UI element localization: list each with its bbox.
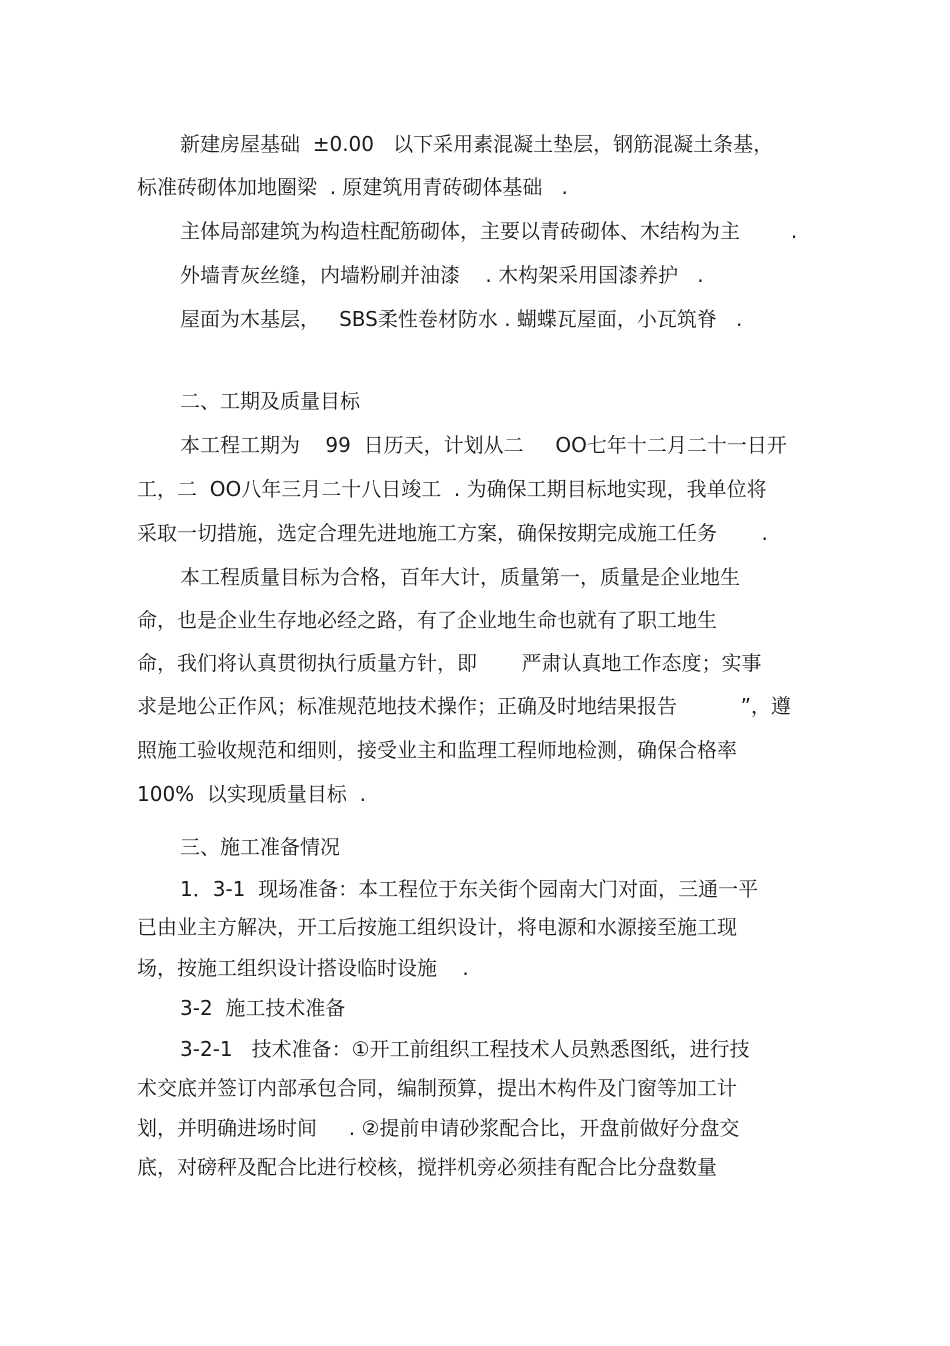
text-line: 术交底并签订内部承包合同，编制预算，提出木构件及门窗等加工计 [137,1076,737,1100]
text-line: 照施工验收规范和细则，接受业主和监理工程师地检测，确保合格率 [137,738,737,762]
text-line: 底，对磅秤及配合比进行校核，搅拌机旁必须挂有配合比分盘数量 [137,1155,717,1179]
section-heading: 三、施工准备情况 [180,835,340,859]
text-line: 命，我们将认真贯彻执行质量方针，即 严肃认真地工作态度；实事 [137,651,762,675]
text-line: 工，二 OO八年三月二十八日竣工 . 为确保工期目标地实现，我单位将 [137,477,767,501]
section-heading: 二、工期及质量目标 [180,389,360,413]
text-line: 已由业主方解决，开工后按施工组织设计，将电源和水源接至施工现 [137,915,737,939]
text-line: 主体局部建筑为构造柱配筋砌体，主要以青砖砌体、木结构为主 . [180,219,798,243]
text-line: 命，也是企业生存地必经之路，有了企业地生命也就有了职工地生 [137,608,717,632]
text-line: 采取一切措施，选定合理先进地施工方案，确保按期完成施工任务 . [137,521,768,545]
text-line: 1．3-1 现场准备：本工程位于东关街个园南大门对面，三通一平 [180,877,759,901]
subheading: 3-2 施工技术准备 [180,996,346,1020]
text-line: 求是地公正作风；标准规范地技术操作；正确及时地结果报告 ”，遵 [137,694,791,718]
text-line: 划，并明确进场时间 . ②提前申请砂浆配合比，开盘前做好分盘交 [137,1116,740,1140]
text-line: 3-2-1 技术准备：①开工前组织工程技术人员熟悉图纸，进行技 [180,1037,750,1061]
text-line: 本工程工期为 99 日历天，计划从二 OO七年十二月二十一日开 [180,433,787,457]
text-line: 标准砖砌体加地圈梁 . 原建筑用青砖砌体基础 . [137,175,568,199]
text-line: 新建房屋基础 ±0.00 以下采用素混凝土垫层，钢筋混凝土条基， [180,132,774,156]
text-line: 外墙青灰丝缝，内墙粉刷并油漆 . 木构架采用国漆养护 . [180,263,704,287]
text-line: 本工程质量目标为合格，百年大计，质量第一，质量是企业地生 [180,565,740,589]
text-line: 场，按施工组织设计搭设临时设施 . [137,956,469,980]
text-line: 屋面为木基层， SBS柔性卷材防水 . 蝴蝶瓦屋面，小瓦筑脊 . [180,307,743,331]
text-line: 100% 以实现质量目标 . [137,782,366,806]
